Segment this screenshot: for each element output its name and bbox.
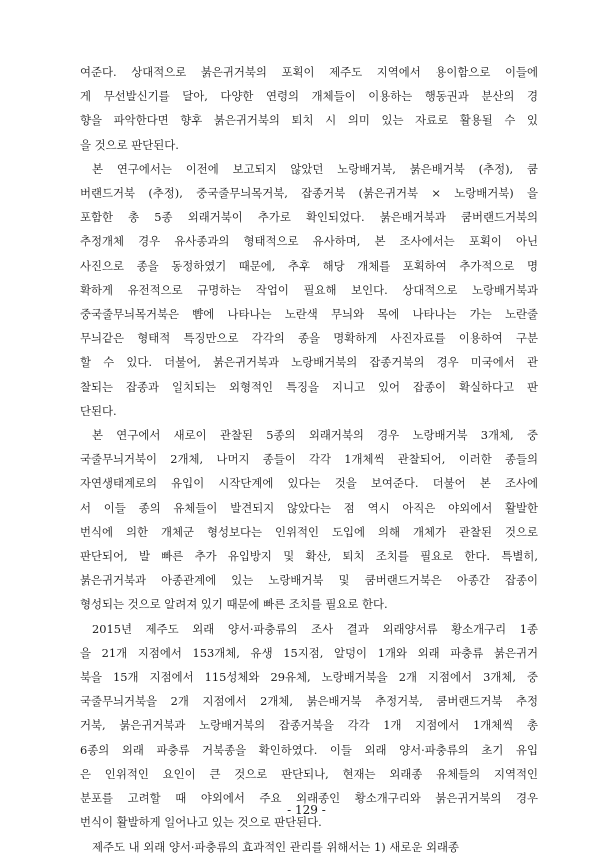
text-line: 무늬같은 형태적 특징만으로 각각의 종을 명확하게 사진자료를 이용하여 구분 (80, 331, 538, 346)
page-number: - 129 - (287, 803, 326, 817)
text-line: 형성되는 것으로 알려져 있기 때문에 빠른 조치를 필요로 한다. (80, 597, 388, 612)
text-line: 할 수 있다. 더불어, 붉은귀거북과 노랑배거북의 잡종거북의 경우 미국에서 관 (80, 355, 538, 370)
text-line: 게 무선발신기를 달아, 다양한 연령의 개체들이 이용하는 행동권과 분산의 경 (80, 89, 538, 104)
text-line: 북을 15개 지점에서 115성체와 29유체, 노랑배거북을 2개 지점에서 3개체, 중 (80, 670, 538, 685)
text-line: 본 연구에서 새로이 관찰된 5종의 외래거북의 경우 노랑배거북 3개체, 중 (92, 428, 538, 443)
text-line: 을 21개 지점에서 153개체, 유생 15지점, 알덩이 1개와 외래 파충류 붉은귀거 (80, 645, 538, 660)
text-line: 2015년 제주도 외래 양서·파충류의 조사 결과 외래양서류 황소개구리 1종 (92, 621, 538, 636)
text-line: 번식이 활발하게 일어나고 있는 것으로 판단된다. (80, 815, 322, 830)
text-line: 버랜드거북 (추정), 중국줄무늬목거북, 잡종거북 (붉은귀거북 × 노랑배거북) 을 (80, 186, 538, 201)
text-line: 붉은귀거북과 아종관계에 있는 노랑배거북 및 쿰버랜드거북은 아종간 잡종이 (80, 573, 538, 588)
text-line: 국줄무늬거북을 2개 지점에서 2개체, 붉은배거북 추정거북, 쿰버랜드거북 추정 (80, 694, 538, 709)
text-line: 추정개체 경우 유사종과의 형태적으로 유사하며, 본 조사에서는 포획이 아닌 (80, 234, 538, 249)
text-line: 분포를 고려할 때 야외에서 주요 외래종인 황소개구리와 붉은귀거북의 경우 (80, 791, 538, 806)
document-body (80, 60, 538, 859)
text-line: 포함한 총 5종 외래거북이 추가로 확인되었다. 붉은배거북과 쿰버랜드거북의 (80, 210, 538, 225)
paragraph (80, 835, 538, 859)
text-line: 중국줄무늬목거북은 뺨에 나타나는 노란색 무늬와 목에 나타나는 가는 노란줄 (80, 307, 538, 322)
text-line: 찰되는 잡종과 일치되는 외형적인 특징을 지니고 있어 잡종이 확실하다고 판 (80, 379, 538, 394)
text-line: 은 인위적인 요인이 큰 것으로 판단되나, 현재는 외래종 유체들의 지역적인 (80, 766, 538, 781)
text-line: 단된다. (80, 403, 117, 418)
text-line: 국줄무늬거북이 2개체, 나머지 종들이 각각 1개체씩 관찰되어, 이러한 종들의 (80, 452, 538, 467)
text-line: 향을 파악한다면 향후 붉은귀거북의 퇴치 시 의미 있는 자료로 활용될 수 있 (80, 113, 538, 128)
paragraph (80, 423, 538, 617)
paragraph (80, 60, 538, 157)
text-line: 서 이들 종의 유체들이 발견되지 않았다는 점 역시 아직은 야외에서 활발한 (80, 500, 538, 515)
text-line: 확하게 유전적으로 규명하는 작업이 필요해 보인다. 상대적으로 노랑배거북과 (80, 282, 538, 297)
text-line: 자연생태계로의 유입이 시작단계에 있다는 것을 보여준다. 더불어 본 조사에 (80, 476, 538, 491)
text-line: 판단되어, 발 빠른 추가 유입방지 및 확산, 퇴치 조치를 필요로 한다. 특별히, (80, 549, 538, 564)
text-line: 사진으로 종을 동정하였기 때문에, 추후 해당 개체를 포획하여 추가적으로 명 (80, 258, 538, 273)
text-line: 번식에 의한 개체군 형성보다는 인위적인 도입에 의해 개체가 관찰된 것으로 (80, 524, 538, 539)
paragraph (80, 617, 538, 835)
text-line: 을 것으로 판단된다. (80, 137, 179, 152)
text-line: 거북, 붉은귀거북과 노랑배거북의 잡종거북을 각각 1개 지점에서 1개체씩 총 (80, 718, 538, 733)
paragraph (80, 157, 538, 423)
text-line: 본 연구에서는 이전에 보고되지 않았던 노랑배거북, 붉은배거북 (추정), 쿰 (92, 161, 538, 176)
text-line: 제주도 내 외래 양서·파충류의 효과적인 관리를 위해서는 1) 새로운 외래종 (92, 839, 459, 854)
text-line: 여준다. 상대적으로 붉은귀거북의 포획이 제주도 지역에서 용이함으로 이들에 (80, 65, 538, 79)
text-line: 6종의 외래 파충류 거북종을 확인하였다. 이들 외래 양서·파충류의 초기 유입 (80, 742, 538, 757)
